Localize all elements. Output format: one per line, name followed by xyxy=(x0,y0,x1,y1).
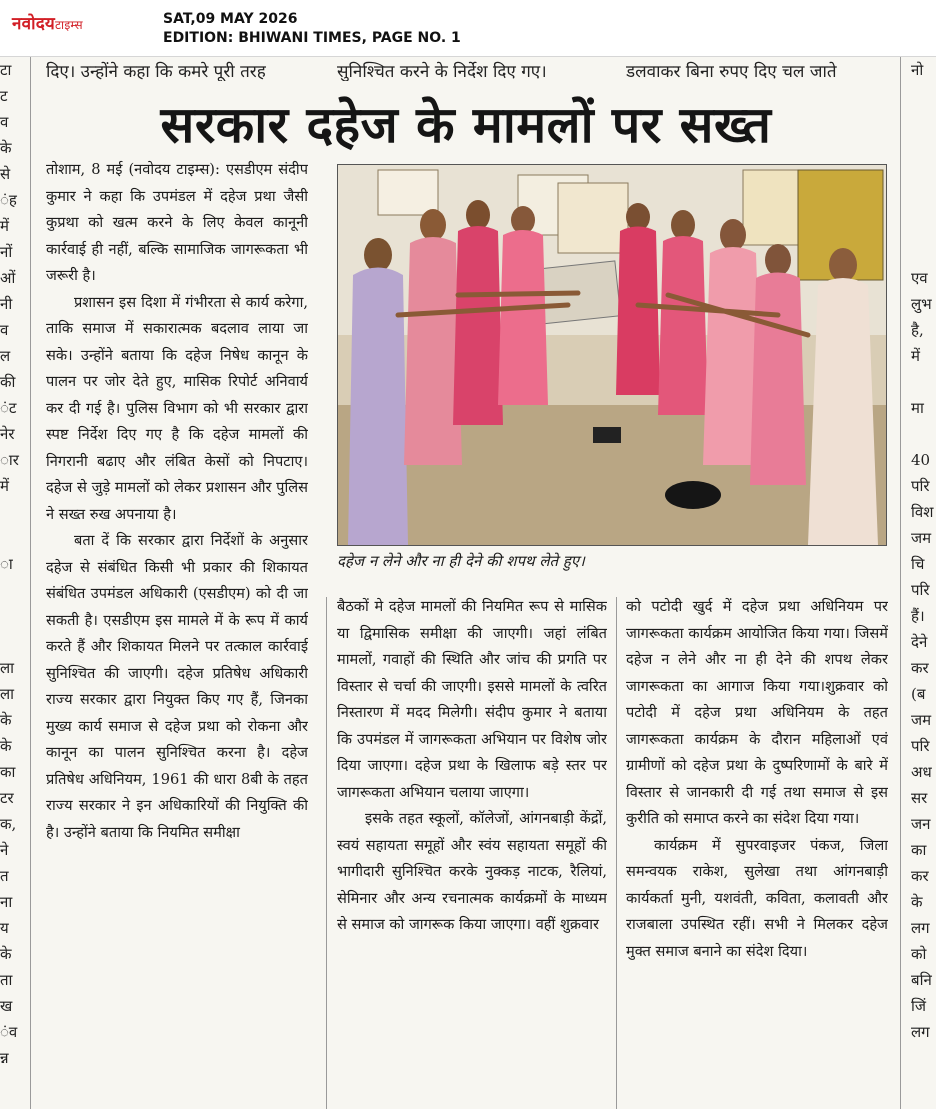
edge-text-fragment xyxy=(0,603,24,629)
edge-text-fragment: लग xyxy=(911,919,930,937)
edge-text-fragment: नो xyxy=(911,61,924,79)
top-bar xyxy=(0,0,936,57)
edge-text-fragment xyxy=(0,525,24,551)
edge-text-fragment: में xyxy=(0,477,9,495)
edge-text-fragment: ा xyxy=(0,555,13,573)
article-column-1 xyxy=(46,157,308,1097)
edge-text-fragment xyxy=(911,161,936,187)
photo-caption: दहेज न लेने और ना ही देने की शपथ लेते हुए। xyxy=(337,552,585,570)
article-column-2 xyxy=(337,594,607,1097)
edge-text-fragment: में xyxy=(0,217,9,235)
paragraph: तोशाम, 8 मई (नवोदय टाइम्स): एसडीएम संदीप कुमार ने कहा कि उपमंडल में दहेज प्रथा जैसी कुप्रथा को खत्म करने के लिए केवल कानूनी कार्रवाई ही नहीं, बल्कि सामाजिक जागरूकता भी जरूरी है। xyxy=(46,161,308,284)
edge-text-fragment: के xyxy=(0,139,12,157)
article-photo[interactable] xyxy=(337,164,887,546)
article-headline: सरकार दहेज के मामलों पर सख्त xyxy=(160,96,772,154)
adjacent-column-right xyxy=(911,57,936,1097)
edge-text-fragment: परि xyxy=(911,737,930,755)
edge-text-fragment: का xyxy=(0,763,16,781)
edge-text-fragment: नों xyxy=(0,243,13,261)
edge-text-fragment: जिं xyxy=(911,997,927,1015)
issue-date: SAT,09 MAY 2026 xyxy=(163,11,298,27)
next-article-headline-cropped xyxy=(20,1095,920,1109)
edge-text-fragment: जम xyxy=(911,529,932,547)
paragraph: को पटोदी खुर्द में दहेज प्रथा अधिनियम पर जागरूकता कार्यक्रम आयोजित किया गया। जिसमें दहेज न लेने और ना ही देने की शपथ लेकर जागरूकता का आगाज किया गया।शुक्रवार को पटोदी में दहेज प्रथा अधिनियम के तहत जागरूकता कार्यक्रम के दौरान महिलाओं एवं ग्रामीणों को दहेज प्रथा के दुष्परिणामों के बारे में विस्तार से जानकारी दी गई तथा समाज से इस कुरीति को समाप्त करने का संदेश दिया गया। xyxy=(626,598,888,827)
edge-text-fragment: य xyxy=(0,919,9,937)
edge-text-fragment: लुभ xyxy=(911,295,932,313)
edge-text-fragment: एव xyxy=(911,269,928,287)
edge-text-fragment: से xyxy=(0,165,11,183)
adjacent-column-left xyxy=(0,57,24,1097)
edge-text-fragment: व xyxy=(0,321,9,339)
edge-text-fragment: अध xyxy=(911,763,932,781)
edge-text-fragment: लग xyxy=(911,1023,930,1041)
edge-text-fragment: का xyxy=(911,841,927,859)
edge-text-fragment: ंव xyxy=(0,1023,18,1041)
edge-text-fragment: देने xyxy=(911,633,928,651)
cropped-text-middle: सुनिश्चित करने के निर्देश दिए गए। xyxy=(337,62,547,81)
paragraph: बता दें कि सरकार द्वारा निर्देशों के अनुसार दहेज से संबंधित किसी भी प्रकार की शिकायत संबंधित उपमंडल अधिकारी (एसडीएम) को दी जा सकती है। एसडीएम इस मामले में के रूप में कार्य करते हैं और शिकायत मिलने पर तत्काल कार्रवाई सुनिश्चित की जाएगी। दहेज प्रतिषेध अधिकारी राज्य सरकार द्वारा नियुक्त किए गए हैं, जिनका मुख्य कार्य समाज से दहेज प्रथा को रोकना और कानून का पालन सुनिश्चित करना है। दहेज प्रतिषेध अधिनियम, 1961 की धारा 8बी के तहत राज्य सरकार ने इन अधिकारियों की नियुक्ति की है। उन्होंने बताया कि नियमित समीक्षा xyxy=(46,532,308,841)
edge-text-fragment: 40 xyxy=(911,451,931,469)
edge-text-fragment: ख xyxy=(0,997,13,1015)
column-divider xyxy=(900,57,901,1109)
edition-info xyxy=(163,10,461,48)
edge-text-fragment: टर xyxy=(0,789,14,807)
edge-text-fragment: है, xyxy=(911,321,924,339)
edge-text-fragment: ला xyxy=(0,659,15,677)
edge-text-fragment: परि xyxy=(911,477,930,495)
edge-text-fragment xyxy=(0,499,24,525)
edge-text-fragment: ट xyxy=(0,87,8,105)
edge-text-fragment: त xyxy=(0,867,9,885)
edge-text-fragment xyxy=(0,577,24,603)
edge-text-fragment: हैं। xyxy=(911,607,925,625)
edge-text-fragment: न्न xyxy=(0,1049,9,1067)
edge-text-fragment: ने xyxy=(0,841,9,859)
edge-text-fragment xyxy=(911,421,936,447)
edge-text-fragment xyxy=(0,629,24,655)
edge-text-fragment: के xyxy=(0,737,12,755)
edge-text-fragment xyxy=(911,109,936,135)
edge-text-fragment: टा xyxy=(0,61,12,79)
edge-text-fragment: नी xyxy=(0,295,13,313)
edge-text-fragment: को xyxy=(911,945,927,963)
edge-text-fragment: सर xyxy=(911,789,928,807)
edge-text-fragment: मा xyxy=(911,399,924,417)
cropped-text-left: दिए। उन्होंने कहा कि कमरे पूरी तरह xyxy=(46,62,266,81)
cropped-text-right: डलवाकर बिना रुपए दिए चल जाते xyxy=(626,62,837,81)
edge-text-fragment: के xyxy=(0,945,12,963)
edition-name: EDITION: BHIWANI TIMES, PAGE NO. 1 xyxy=(163,30,461,46)
edge-text-fragment: (ब xyxy=(911,685,926,703)
edge-text-fragment: जन xyxy=(911,815,931,833)
edge-text-fragment: कर xyxy=(911,867,929,885)
edge-text-fragment: कर xyxy=(911,659,929,677)
edge-text-fragment: नेर xyxy=(0,425,15,443)
paragraph: कार्यक्रम में सुपरवाइजर पंकज, जिला समन्वयक राकेश, सुलेखा तथा आंगनबाड़ी कार्यकर्ता मुनी, यशवंती, कविता, कलावती और राजबाला उपस्थित रहीं। सभी ने मिलकर दहेज मुक्त समाज बनाने का संदेश दिया। xyxy=(626,836,888,960)
women-taking-oath-photo xyxy=(338,165,886,545)
edge-text-fragment: बनि xyxy=(911,971,932,989)
edge-text-fragment xyxy=(911,239,936,265)
edge-text-fragment: के xyxy=(0,711,12,729)
edge-text-fragment: के xyxy=(911,893,923,911)
edge-text-fragment: विश xyxy=(911,503,934,521)
newspaper-logo[interactable] xyxy=(12,11,83,34)
edge-text-fragment: ला xyxy=(0,685,15,703)
logo-text: नवोदय xyxy=(12,14,55,34)
edge-text-fragment: ंट xyxy=(0,399,17,417)
edge-text-fragment: जम xyxy=(911,711,932,729)
paragraph: इसके तहत स्कूलों, कॉलेजों, आंगनबाड़ी केंद्रों, स्वयं सहायता समूहों और स्वंय सहायता समूहों की भागीदारी सुनिश्चित करके नुक्कड़ नाटक, रैलियां, सेमिनार और अन्य रचनात्मक कार्यक्रमों के माध्यम से समाज को जागरूक किया जाएगा। वहीं शुक्रवार xyxy=(337,810,607,933)
edge-text-fragment: व xyxy=(0,113,9,131)
column-divider xyxy=(326,597,327,1109)
column-divider xyxy=(30,57,31,1109)
edge-text-fragment: परि xyxy=(911,581,930,599)
article-column-3 xyxy=(626,594,888,1097)
edge-text-fragment xyxy=(911,369,936,395)
edge-text-fragment: ार xyxy=(0,451,19,469)
column-divider xyxy=(616,597,617,1109)
paragraph: प्रशासन इस दिशा में गंभीरता से कार्य करेगा, ताकि समाज में सकारात्मक बदलाव लाया जा सके। उन्होंने बताया कि दहेज निषेध कानून के पालन पर जोर देते हुए, मासिक रिपोर्ट अनिवार्य कर दी गई है। पुलिस विभाग को भी सरकार द्वारा स्पष्ट निर्देश दिए गए है कि दहेज मामलों की निगरानी बढाए और लंबित केसों को निपटाए। दहेज से जुड़े मामलों को लेकर प्रशासन और पुलिस ने सख्त रुख अपनाया है। xyxy=(46,293,308,523)
edge-text-fragment xyxy=(911,83,936,109)
newspaper-page xyxy=(0,57,936,1109)
edge-text-fragment: ल xyxy=(0,347,11,365)
edge-text-fragment xyxy=(911,135,936,161)
edge-text-fragment xyxy=(911,213,936,239)
edge-text-fragment: ओं xyxy=(0,269,16,287)
edge-text-fragment: की xyxy=(0,373,16,391)
edge-text-fragment xyxy=(911,187,936,213)
edge-text-fragment: ता xyxy=(0,971,13,989)
edge-text-fragment: ंह xyxy=(0,191,17,209)
edge-text-fragment: में xyxy=(911,347,920,365)
paragraph: बैठकों मे दहेज मामलों की नियमित रूप से मासिक या द्विमासिक समीक्षा की जाएगी। जहां लंबित मामलों, गवाहों की स्थिति और जांच की प्रगति पर विस्तार से चर्चा की जाएगी। इससे मामलों के त्वरित निस्तारण में मदद मिलेगी। संदीप कुमार ने बताया कि उपमंडल में जागरूकता अभियान पर विशेष जोर दिया जाएगा। दहेज प्रथा के खिलाफ बड़े स्तर पर जागरूकता अभियान चलाया जाएगा। xyxy=(337,598,607,801)
edge-text-fragment: क, xyxy=(0,815,17,833)
edge-text-fragment: चि xyxy=(911,555,925,573)
edge-text-fragment: ना xyxy=(0,893,13,911)
logo-subtext: टाइम्स xyxy=(54,18,83,32)
